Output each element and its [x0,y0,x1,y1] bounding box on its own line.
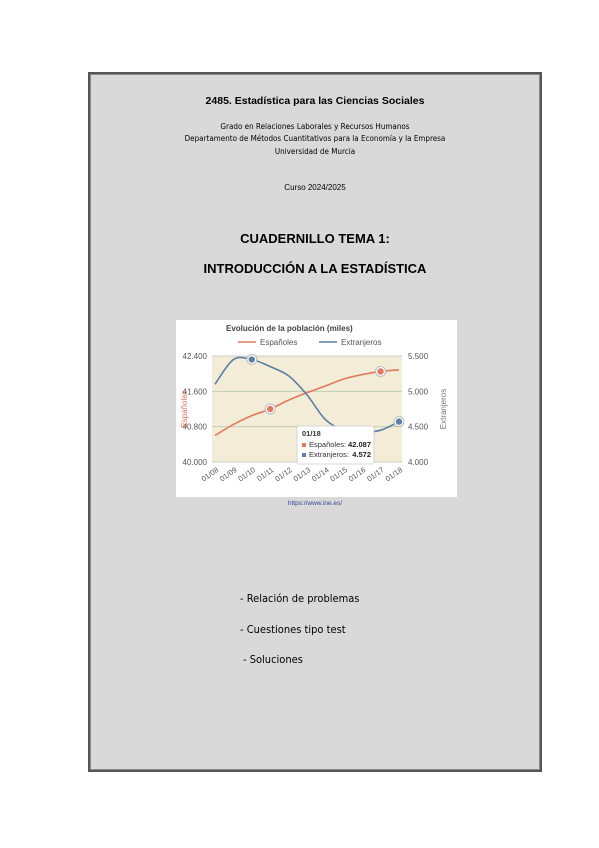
point-extranjeros-01-18 [396,418,402,424]
chart-title: Evolución de la población (miles) [226,324,353,333]
y-right-tick-label: 5.000 [408,387,429,397]
tooltip-header: 01/18 [302,429,321,438]
tooltip-row-value: 4.572 [352,450,371,459]
booklet-title-line1: CUADERNILLO TEMA 1: [240,231,390,246]
contents-item-test: - Cuestiones tipo test [240,623,346,636]
y-left-axis-label: Españoles [180,390,189,428]
x-tick-label: 01/13 [291,465,313,484]
x-tick-label: 01/08 [199,465,221,484]
cover-frame [88,72,542,772]
legend-label-espanoles: Españoles [260,338,298,347]
booklet-title-line2: INTRODUCCIÓN A LA ESTADÍSTICA [203,261,427,276]
x-tick-label: 01/10 [236,465,257,484]
point-extranjeros-01-10 [249,356,255,362]
y-right-tick-label: 5.500 [408,352,429,361]
x-tick-label: 01/11 [255,465,276,484]
tooltip-row-label: Españoles: [309,440,347,449]
tooltip-swatch [302,443,306,447]
contents-item-problems: - Relación de problemas [240,592,360,605]
y-left-tick-label: 42.400 [182,352,207,361]
y-left-tick-label: 40.000 [182,458,207,467]
course-year: Curso 2024/2025 [284,183,346,192]
x-tick-label: 01/16 [346,465,368,484]
tooltip-row-value: 42.087 [348,440,371,449]
course-title: 2485. Estadística para las Ciencias Sociales [205,95,425,107]
x-tick-label: 01/17 [365,465,386,484]
y-right-tick-label: 4.000 [408,458,429,467]
x-tick-label: 01/15 [328,465,349,484]
tooltip-row-label: Extranjeros: [309,450,350,459]
tooltip-swatch [302,453,306,457]
x-tick-label: 01/14 [310,465,331,484]
source-link[interactable]: https://www.ine.es/ [287,500,343,507]
x-tick-label: 01/12 [273,465,294,484]
x-tick-label: 01/18 [383,465,405,484]
population-chart [176,320,457,497]
point-espanoles-01-17 [377,368,383,374]
legend-label-extranjeros: Extranjeros [341,338,382,347]
x-tick-label: 01/09 [218,465,239,484]
y-right-axis-label: Extranjeros [439,388,448,430]
department-name: Departamento de Métodos Cuantitativos para la Economía y la Empresa [184,134,446,143]
y-left-tick-label: 41.600 [182,387,207,397]
university-name: Universidad de Murcia [274,147,356,156]
point-espanoles-01-11 [267,406,273,412]
contents-item-solutions: - Soluciones [243,653,303,666]
y-left-tick-label: 40.800 [182,422,207,432]
y-right-tick-label: 4.500 [408,422,429,432]
degree-name: Grado en Relaciones Laborales y Recursos Humanos [220,122,410,131]
population-chart-svg [176,320,457,497]
